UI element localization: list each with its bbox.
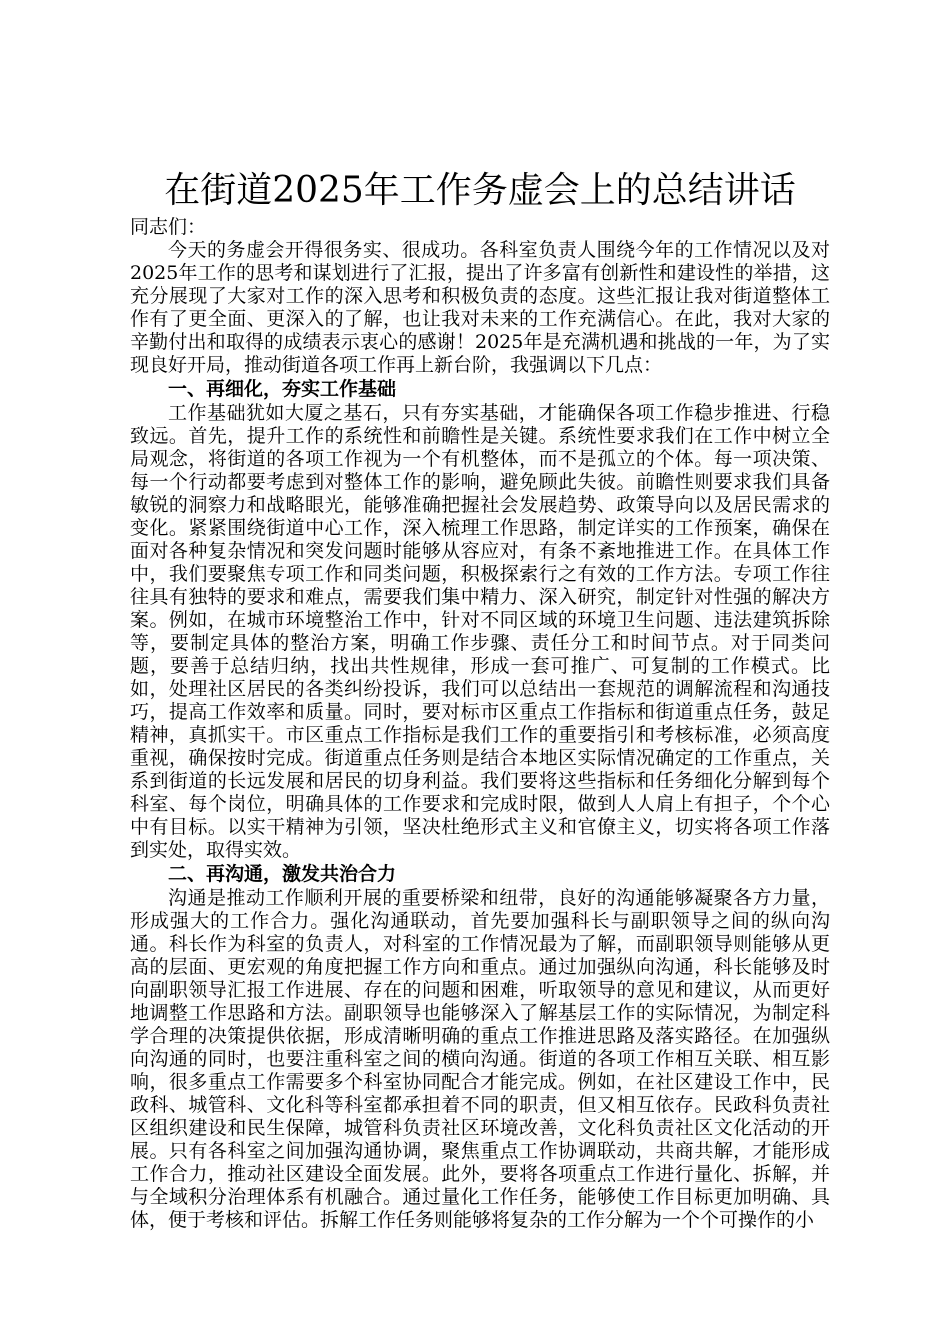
section-heading-1: 一、再细化，夯实工作基础 [168, 378, 397, 400]
section-body-2: 沟通是推动工作顺利开展的重要桥梁和纽带，良好的沟通能够凝聚各方力量，形成强大的工作合力。强化沟通联动，首先要加强科长与副职领导之间的纵向沟通。科长作为科室的负责人，对科室的工作情况最为了解，而副职领导则能够从更高的层面、更宏观的角度把握工作方向和重点。通过加强纵向沟通，科长能够及时向副职领导汇报工作进展、存在的问题和困难，听取领导的意见和建议，从而更好地调整工作思路和方法。副职领导也能够深入了解基层工作的实际情况，为制定科学合理的决策提供依据，形成清晰明确的重点工作推进思路及落实路径。在加强纵向沟通的同时，也要注重科室之间的横向沟通。街道的各项工作相互关联、相互影响，很多重点工作需要多个科室协同配合才能完成。例如，在社区建设工作中，民政科、城管科、文化科等科室都承担着不同的职责，但又相互依存。民政科负责社区组织建设和民生保障，城管科负责社区环境改善，文化科负责社区文化活动的开展。只有各科室之间加强沟通协调，聚焦重点工作协调联动，共商共解，才能形成工作合力，推动社区建设全面发展。此外，要将各项重点工作进行量化、拆解，并与全域积分治理体系有机融合。通过量化工作任务，能够使工作目标更加明确、具体，便于考核和评估。拆解工作任务则能够将复杂的工作分解为一个个可操作的小 [130, 887, 830, 1231]
salutation: 同志们： [130, 216, 207, 238]
document-page [130, 168, 830, 1232]
section-body-1: 工作基础犹如大厦之基石，只有夯实基础，才能确保各项工作稳步推进、行稳致远。首先，提升工作的系统性和前瞻性是关键。系统性要求我们在工作中树立全局观念，将街道的各项工作视为一个有机整体，而不是孤立的个体。每一项决策、每一个行动都要考虑到对整体工作的影响，避免顾此失彼。前瞻性则要求我们具备敏锐的洞察力和战略眼光，能够准确把握社会发展趋势、政策导向以及居民需求的变化。紧紧围绕街道中心工作，深入梳理工作思路，制定详实的工作预案，确保在面对各种复杂情况和突发问题时能够从容应对，有条不紊地推进工作。在具体工作中，我们要聚焦专项工作和同类问题，积极探索行之有效的工作方法。专项工作往往具有独特的要求和难点，需要我们集中精力、深入研究，制定针对性强的解决方案。例如，在城市环境整治工作中，针对不同区域的环境卫生问题、违法建筑拆除等，要制定具体的整治方案，明确工作步骤、责任分工和时间节点。对于同类问题，要善于总结归纳，找出共性规律，形成一套可推广、可复制的工作模式。比如，处理社区居民的各类纠纷投诉，我们可以总结出一套规范的调解流程和沟通技巧，提高工作效率和质量。同时，要对标市区重点工作指标和街道重点任务，鼓足精神，真抓实干。市区重点工作指标是我们工作的重要指引和考核标准，必须高度重视，确保按时完成。街道重点任务则是结合本地区实际情况确定的工作重点，关系到街道的长远发展和居民的切身利益。我们要将这些指标和任务细化分解到每个科室、每个岗位，明确具体的工作要求和完成时限，做到人人肩上有担子，个个心中有目标。以实干精神为引领，坚决杜绝形式主义和官僚主义，切实将各项工作落到实处，取得实效。 [130, 402, 830, 861]
document-title: 在街道2025年工作务虚会上的总结讲话 [164, 170, 796, 211]
section-heading-2: 二、再沟通，激发共治合力 [168, 863, 397, 885]
intro-paragraph: 今天的务虚会开得很务实、很成功。各科室负责人围绕今年的工作情况以及对2025年工作的思考和谋划进行了汇报，提出了许多富有创新性和建设性的举措，这充分展现了大家对工作的深入思考和积极负责的态度。这些汇报让我对街道整体工作有了更全面、更深入的了解，也让我对未来的工作充满信心。在此，我对大家的辛勤付出和取得的成绩表示衷心的感谢！2025年是充满机遇和挑战的一年，为了实现良好开局，推动街道各项工作再上新台阶，我强调以下几点： [130, 239, 830, 376]
